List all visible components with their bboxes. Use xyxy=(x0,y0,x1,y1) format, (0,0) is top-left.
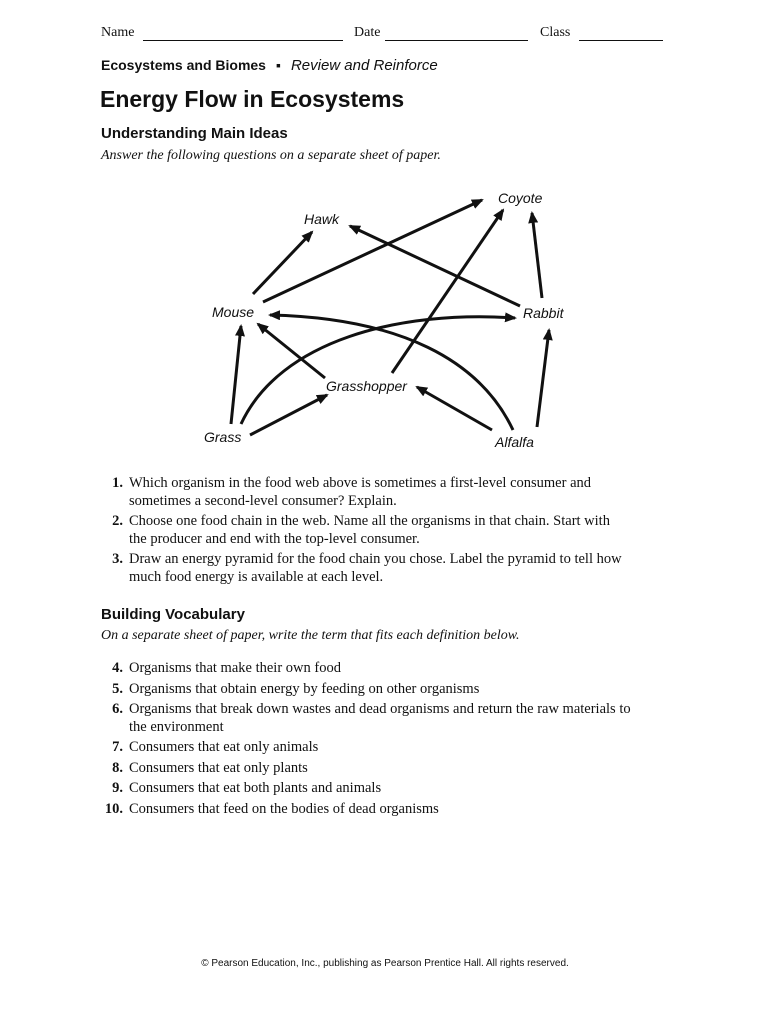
organism-rabbit: Rabbit xyxy=(523,305,564,321)
list-item xyxy=(101,701,631,736)
question-text: Organisms that break down wastes and dead organisms and return the raw materials to the environment xyxy=(129,701,631,735)
page-title: Energy Flow in Ecosystems xyxy=(100,86,405,112)
question-text: Consumers that feed on the bodies of dead organisms xyxy=(129,800,439,817)
list-item xyxy=(101,681,631,699)
arrow-grass-to-mouse xyxy=(231,326,241,424)
date-label: Date xyxy=(354,25,381,40)
arrow-rabbit-to-hawk xyxy=(350,226,520,306)
section-heading-main-ideas: Understanding Main Ideas xyxy=(101,125,288,142)
section-instructions-main-ideas: Answer the following questions on a separate sheet of paper. xyxy=(101,148,441,163)
unit-name: Ecosystems and Biomes xyxy=(101,57,266,73)
organism-hawk: Hawk xyxy=(304,211,340,227)
copyright-footer: © Pearson Education, Inc., publishing as Pearson Prentice Hall. All rights reserved. xyxy=(201,958,569,969)
food-web-diagram xyxy=(0,0,770,470)
question-number: 6. xyxy=(112,701,123,717)
question-text: Consumers that eat both plants and animals xyxy=(129,780,382,796)
organism-grass: Grass xyxy=(204,429,242,445)
arrow-grass-to-rabbit xyxy=(241,317,515,424)
organism-alfalfa: Alfalfa xyxy=(495,434,534,450)
question-text: Consumers that eat only plants xyxy=(129,759,308,776)
question-number: 10. xyxy=(104,800,123,817)
arrow-alfalfa-to-rabbit xyxy=(537,330,549,427)
main-ideas-questions xyxy=(101,475,631,589)
list-item xyxy=(101,780,631,798)
list-item xyxy=(101,660,631,678)
organism-mouse: Mouse xyxy=(212,304,255,320)
question-text: Organisms that make their own food xyxy=(129,660,341,676)
vocabulary-questions xyxy=(101,660,631,821)
organism-grasshopper: Grasshopper xyxy=(326,378,407,394)
question-text: Draw an energy pyramid for the food chain you chose. Label the pyramid to tell how much food energy is available at each level. xyxy=(129,551,622,585)
question-number: 3. xyxy=(112,551,123,567)
question-number: 4. xyxy=(112,660,123,676)
question-number: 9. xyxy=(112,780,123,796)
arrow-grass-to-grasshopper xyxy=(250,395,327,435)
list-item xyxy=(101,475,631,510)
question-text: Consumers that eat only animals xyxy=(129,739,319,755)
question-number: 7. xyxy=(112,739,123,755)
list-item xyxy=(101,801,631,819)
question-text: Choose one food chain in the web. Name all the organisms in that chain. Start with the producer and end with the top-level consumer. xyxy=(129,513,610,547)
list-item xyxy=(101,551,631,586)
arrow-alfalfa-to-grasshopper xyxy=(417,387,492,430)
question-number: 2. xyxy=(112,513,123,529)
question-number: 8. xyxy=(112,759,123,776)
list-item xyxy=(101,513,631,548)
question-number: 1. xyxy=(112,475,123,491)
organism-coyote: Coyote xyxy=(498,190,543,206)
question-number: 5. xyxy=(112,680,123,697)
class-label: Class xyxy=(540,25,571,40)
name-label: Name xyxy=(101,25,135,40)
question-text: Which organism in the food web above is sometimes a first-level consumer and sometimes a second-level consumer? Explain. xyxy=(129,475,592,509)
section-instructions-vocabulary: On a separate sheet of paper, write the term that fits each definition below. xyxy=(101,628,520,643)
question-text: Organisms that obtain energy by feeding on other organisms xyxy=(129,680,480,697)
list-item xyxy=(101,760,631,778)
worksheet-type: Review and Reinforce xyxy=(290,57,438,74)
separator-icon: ▪ xyxy=(275,57,281,73)
list-item xyxy=(101,739,631,757)
section-heading-vocabulary: Building Vocabulary xyxy=(101,606,245,623)
arrow-rabbit-to-coyote xyxy=(532,213,542,298)
